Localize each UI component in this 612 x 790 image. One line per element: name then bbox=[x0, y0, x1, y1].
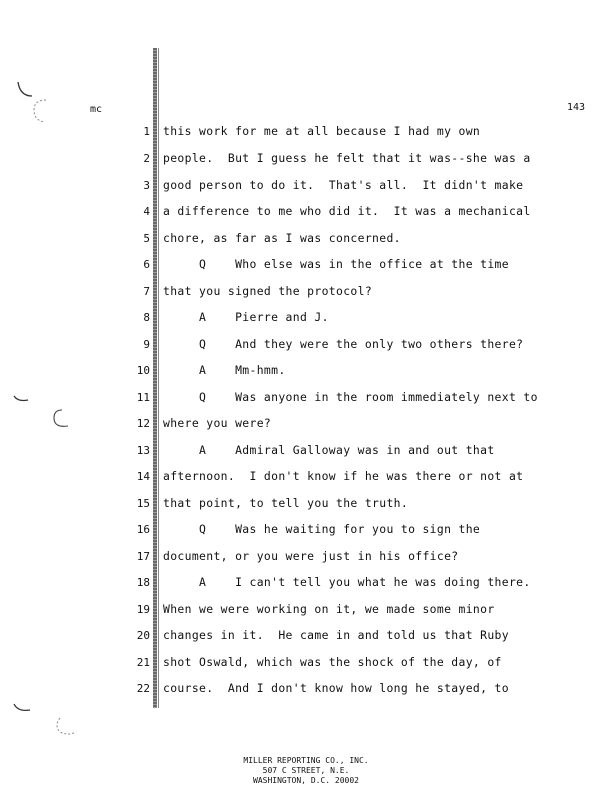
line-number: 15 bbox=[136, 497, 150, 510]
line-number: 1 bbox=[143, 125, 150, 138]
line-number: 2 bbox=[143, 152, 150, 165]
line-number: 5 bbox=[143, 232, 150, 245]
footer-street: 507 C STREET, N.E. bbox=[262, 766, 350, 775]
line-number: 3 bbox=[143, 179, 150, 192]
transcript-line: Q Was he waiting for you to sign the bbox=[163, 522, 481, 536]
page-number: 143 bbox=[567, 102, 586, 113]
line-number: 20 bbox=[136, 629, 150, 642]
transcript-line: Q Was anyone in the room immediately next to bbox=[163, 390, 538, 404]
transcript-line: A I can't tell you what he was doing there. bbox=[163, 575, 531, 589]
binder-hole-mark-bottom bbox=[10, 702, 80, 742]
transcript-line: When we were working on it, we made some minor bbox=[163, 602, 495, 616]
transcript-line: that you signed the protocol? bbox=[163, 284, 373, 298]
reporter-initials: mc bbox=[90, 104, 103, 115]
transcript-line: good person to do it. That's all. It didn't make bbox=[163, 178, 524, 192]
left-margin-rule bbox=[153, 48, 157, 708]
transcript-line: A Admiral Galloway was in and out that bbox=[163, 443, 495, 457]
transcript-line: people. But I guess he felt that it was--she was a bbox=[163, 151, 531, 165]
left-margin-rule-inner bbox=[158, 48, 159, 708]
transcript-line: A Pierre and J. bbox=[163, 310, 329, 324]
transcript-line: a difference to me who did it. It was a mechanical bbox=[163, 204, 531, 218]
line-number: 22 bbox=[136, 682, 150, 695]
footer-company: MILLER REPORTING CO., INC. bbox=[243, 756, 369, 765]
line-number: 7 bbox=[143, 285, 150, 298]
reporter-footer bbox=[0, 756, 612, 786]
footer-city: WASHINGTON, D.C. 20002 bbox=[253, 776, 359, 785]
transcript-line: course. And I don't know how long he stayed, to bbox=[163, 681, 509, 695]
line-number: 18 bbox=[136, 576, 150, 589]
transcript-line: A Mm-hmm. bbox=[163, 363, 286, 377]
line-number: 9 bbox=[143, 338, 150, 351]
line-number: 14 bbox=[136, 470, 150, 483]
transcript-line: this work for me at all because I had my own bbox=[163, 124, 481, 138]
line-number: 11 bbox=[136, 391, 150, 404]
line-number: 17 bbox=[136, 550, 150, 563]
transcript-line: Q Who else was in the office at the time bbox=[163, 257, 509, 271]
transcript-line: chore, as far as I was concerned. bbox=[163, 231, 401, 245]
transcript-line: that point, to tell you the truth. bbox=[163, 496, 409, 510]
transcript-line: Q And they were the only two others there? bbox=[163, 337, 524, 351]
line-number: 16 bbox=[136, 523, 150, 536]
line-number: 21 bbox=[136, 656, 150, 669]
binder-hole-mark-top bbox=[12, 78, 52, 126]
line-number: 4 bbox=[143, 205, 150, 218]
line-number: 12 bbox=[136, 417, 150, 430]
transcript-line: shot Oswald, which was the shock of the day, of bbox=[163, 655, 502, 669]
binder-hole-mark-middle bbox=[10, 392, 70, 436]
transcript-line: afternoon. I don't know if he was there or not at bbox=[163, 469, 524, 483]
line-number: 8 bbox=[143, 311, 150, 324]
transcript-line: changes in it. He came in and told us that Ruby bbox=[163, 628, 509, 642]
line-number: 13 bbox=[136, 444, 150, 457]
line-number: 10 bbox=[136, 364, 150, 377]
line-number: 6 bbox=[143, 258, 150, 271]
line-number: 19 bbox=[136, 603, 150, 616]
transcript-line: where you were? bbox=[163, 416, 272, 430]
transcript-line: document, or you were just in his office? bbox=[163, 549, 459, 563]
